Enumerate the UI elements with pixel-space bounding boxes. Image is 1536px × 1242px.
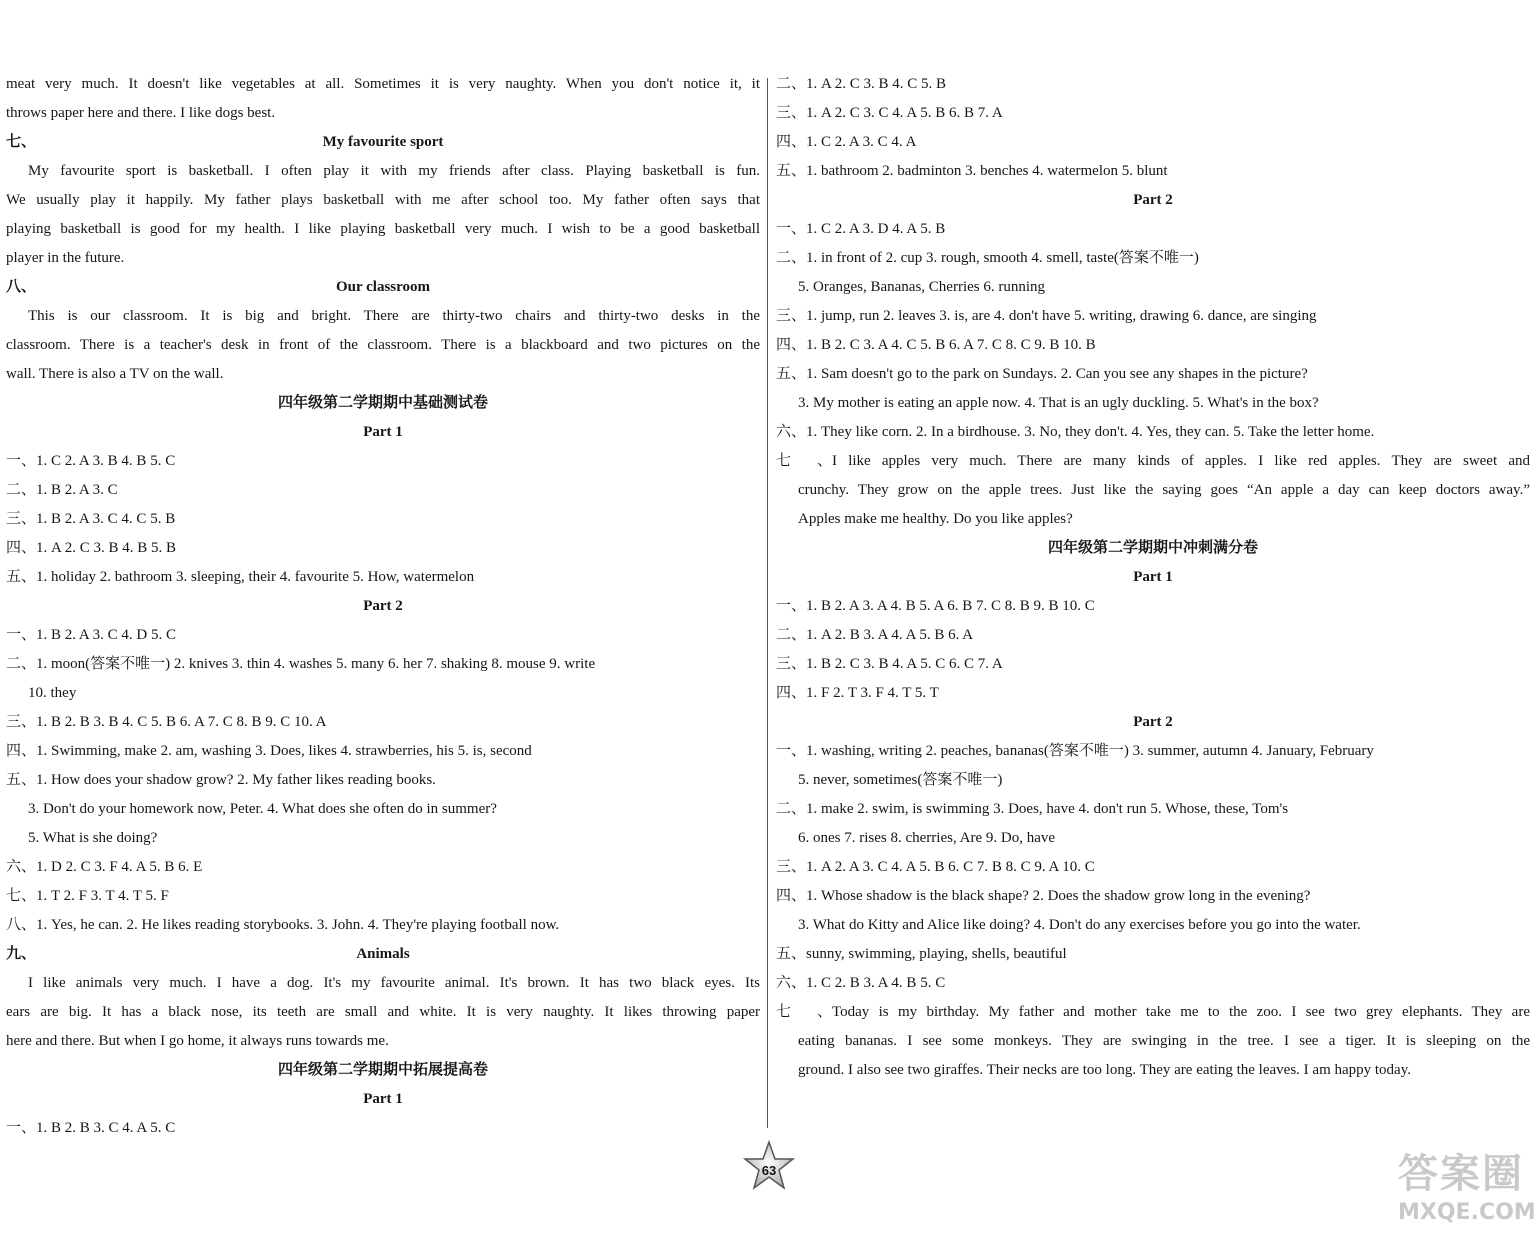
answer-line: 一、1. B 2. A 3. C 4. D 5. C bbox=[6, 627, 177, 643]
answer-line: 四、1. Whose shadow is the black shape? 2. Does the shadow grow long in the evening? bbox=[776, 888, 1311, 904]
answer-line: 六、1. They like corn. 2. In a birdhouse. 3. No, they don't. 4. Yes, they can. 5. Take the letter home. bbox=[776, 424, 1375, 440]
answer-line: 三、1. B 2. C 3. B 4. A 5. C 6. C 7. A bbox=[776, 656, 1003, 672]
answer-line: 六、1. C 2. B 3. A 4. B 5. C bbox=[776, 975, 946, 991]
answer-line: 五、1. bathroom 2. badminton 3. benches 4. watermelon 5. blunt bbox=[776, 163, 1168, 179]
section-number: 九、 bbox=[6, 946, 37, 962]
answer-line: 四、1. Swimming, make 2. am, washing 3. Does, likes 4. strawberries, his 5. is, second bbox=[6, 743, 532, 759]
answer-line: 6. ones 7. rises 8. cherries, Are 9. Do, have bbox=[798, 830, 1056, 846]
answer-line: 一、1. C 2. A 3. D 4. A 5. B bbox=[776, 221, 946, 237]
paragraph-line bbox=[776, 447, 1530, 476]
answer-line: here and there. But when I go home, it always runs towards me. bbox=[6, 1033, 389, 1049]
answer-line: 二、1. in front of 2. cup 3. rough, smooth 4. smell, taste(答案不唯一) bbox=[776, 250, 1199, 266]
section-title: Our classroom bbox=[335, 279, 431, 295]
section-title: Part 2 bbox=[363, 598, 403, 614]
section-heading bbox=[6, 273, 760, 302]
answer-line: 四、1. B 2. C 3. A 4. C 5. B 6. A 7. C 8. C 9. B 10. B bbox=[776, 337, 1096, 353]
section-title: Part 1 bbox=[363, 1091, 403, 1107]
paragraph-line: We usually play it happily. My father plays basketball with me after school too. My father often says that bbox=[6, 192, 760, 208]
answer-line: 七、1. T 2. F 3. T 4. T 5. F bbox=[6, 888, 169, 904]
column-divider bbox=[767, 78, 768, 1128]
answer-line: 八、1. Yes, he can. 2. He likes reading storybooks. 3. John. 4. They're playing football now. bbox=[6, 917, 560, 933]
section-heading bbox=[6, 128, 760, 157]
answer-line: 四、1. F 2. T 3. F 4. T 5. T bbox=[776, 685, 939, 701]
section-title: Animals bbox=[356, 946, 410, 962]
right-column bbox=[776, 70, 1530, 1085]
answer-line: 一、1. B 2. A 3. A 4. B 5. A 6. B 7. C 8. B 9. B 10. C bbox=[776, 598, 1095, 614]
answer-line: 3. Don't do your homework now, Peter. 4. What does she often do in summer? bbox=[28, 801, 497, 817]
answer-line: ground. I also see two giraffes. Their necks are too long. They are eating the leaves. I am happy today. bbox=[798, 1062, 1411, 1078]
section-title: 四年级第二学期期中基础测试卷 bbox=[277, 395, 488, 411]
answer-line: 二、1. make 2. swim, is swimming 3. Does, have 4. don't run 5. Whose, these, Tom's bbox=[776, 801, 1289, 817]
section-heading bbox=[6, 940, 760, 969]
left-column bbox=[6, 70, 760, 1143]
answer-line: 一、1. washing, writing 2. peaches, bananas(答案不唯一) 3. summer, autumn 4. January, February bbox=[776, 743, 1374, 759]
answer-line: 3. My mother is eating an apple now. 4. That is an ugly duckling. 5. What's in the box? bbox=[798, 395, 1319, 411]
section-title: Part 1 bbox=[1133, 569, 1173, 585]
section-title: 四年级第二学期期中拓展提高卷 bbox=[277, 1062, 488, 1078]
answer-line: 二、1. A 2. C 3. B 4. C 5. B bbox=[776, 76, 947, 92]
section-number: 八、 bbox=[6, 279, 37, 295]
answer-line: 3. What do Kitty and Alice like doing? 4. Don't do any exercises before you go into the water. bbox=[798, 917, 1361, 933]
answer-line: 五、1. How does your shadow grow? 2. My father likes reading books. bbox=[6, 772, 436, 788]
answer-line: 五、1. Sam doesn't go to the park on Sundays. 2. Can you see any shapes in the picture? bbox=[776, 366, 1308, 382]
answer-line: throws paper here and there. I like dogs best. bbox=[6, 105, 276, 121]
section-title: My favourite sport bbox=[322, 134, 444, 150]
section-title: Part 2 bbox=[1133, 192, 1173, 208]
answer-line: player in the future. bbox=[6, 250, 125, 266]
section-number: 七、 bbox=[776, 453, 832, 469]
answer-line: 一、1. B 2. B 3. C 4. A 5. C bbox=[6, 1120, 176, 1136]
site-watermark bbox=[1398, 1150, 1536, 1238]
answer-line: 三、1. jump, run 2. leaves 3. is, are 4. don't have 5. writing, drawing 6. dance, are singing bbox=[776, 308, 1317, 324]
answer-line: 二、1. B 2. A 3. C bbox=[6, 482, 118, 498]
answer-line: 五、sunny, swimming, playing, shells, beautiful bbox=[776, 946, 1067, 962]
paragraph-line: classroom. There is a teacher's desk in front of the classroom. There is a blackboard and two pictures on the bbox=[6, 337, 760, 353]
page-number: 63 bbox=[761, 1163, 777, 1178]
answer-line: 5. What is she doing? bbox=[28, 830, 158, 846]
paragraph-line: playing basketball is good for my health. I like playing basketball very much. I wish to be a good basketball bbox=[6, 221, 760, 237]
answer-line: 二、1. A 2. B 3. A 4. A 5. B 6. A bbox=[776, 627, 974, 643]
answer-line: 三、1. A 2. A 3. C 4. A 5. B 6. C 7. B 8. C 9. A 10. C bbox=[776, 859, 1095, 875]
paragraph-line: This is our classroom. It is big and bright. There are thirty-two chairs and thirty-two desks in the bbox=[28, 308, 760, 324]
section-title: 四年级第二学期期中冲刺满分卷 bbox=[1047, 540, 1258, 556]
answer-line: 10. they bbox=[28, 685, 77, 701]
answer-line: 三、1. B 2. B 3. B 4. C 5. B 6. A 7. C 8. B 9. C 10. A bbox=[6, 714, 327, 730]
answer-line: 5. Oranges, Bananas, Cherries 6. running bbox=[798, 279, 1046, 295]
watermark-logo-text: 答案圈 bbox=[1398, 1151, 1524, 1197]
paragraph-line: meat very much. It doesn't like vegetables at all. Sometimes it is very naughty. When you don't notice it, it bbox=[6, 76, 760, 92]
answer-line: 四、1. A 2. C 3. B 4. B 5. B bbox=[6, 540, 177, 556]
answer-line: 六、1. D 2. C 3. F 4. A 5. B 6. E bbox=[6, 859, 203, 875]
paragraph-line: My favourite sport is basketball. I often play it with my friends after class. Playing basketball is fun. bbox=[28, 163, 760, 179]
answer-line: 三、1. B 2. A 3. C 4. C 5. B bbox=[6, 511, 176, 527]
paragraph-line bbox=[776, 998, 1530, 1027]
answer-line: 四、1. C 2. A 3. C 4. A bbox=[776, 134, 917, 150]
paragraph-line: eating bananas. I see some monkeys. They are swinging in the tree. I see a tiger. It is sleeping on the bbox=[798, 1033, 1530, 1049]
watermark-url: MXQE.COM bbox=[1398, 1200, 1536, 1225]
section-title: Part 1 bbox=[363, 424, 403, 440]
paragraph-line: crunchy. They grow on the apple trees. Just like the saying goes “An apple a day can keep doctors away.” bbox=[798, 482, 1530, 498]
paragraph-text: I like apples very much. There are many kinds of apples. I like red apples. They are sweet and bbox=[832, 453, 1530, 469]
paragraph-line: ears are big. It has a black nose, its teeth are small and white. It is very naughty. It likes throwing paper bbox=[6, 1004, 760, 1020]
answer-line: 二、1. moon(答案不唯一) 2. knives 3. thin 4. washes 5. many 6. her 7. shaking 8. mouse 9. write bbox=[6, 656, 596, 672]
answer-line: Apples make me healthy. Do you like apples? bbox=[798, 511, 1073, 527]
answer-line: wall. There is also a TV on the wall. bbox=[6, 366, 224, 382]
section-number: 七、 bbox=[6, 134, 37, 150]
section-title: Part 2 bbox=[1133, 714, 1173, 730]
answer-line: 一、1. C 2. A 3. B 4. B 5. C bbox=[6, 453, 176, 469]
answer-line: 五、1. holiday 2. bathroom 3. sleeping, their 4. favourite 5. How, watermelon bbox=[6, 569, 475, 585]
paragraph-line: I like animals very much. I have a dog. It's my favourite animal. It's brown. It has two black eyes. Its bbox=[28, 975, 760, 991]
section-number: 七、 bbox=[776, 1004, 832, 1020]
answer-line: 5. never, sometimes(答案不唯一) bbox=[798, 772, 1003, 788]
paragraph-text: Today is my birthday. My father and mother take me to the zoo. I see two grey elephants. They are bbox=[832, 1004, 1530, 1020]
answer-line: 三、1. A 2. C 3. C 4. A 5. B 6. B 7. A bbox=[776, 105, 1003, 121]
